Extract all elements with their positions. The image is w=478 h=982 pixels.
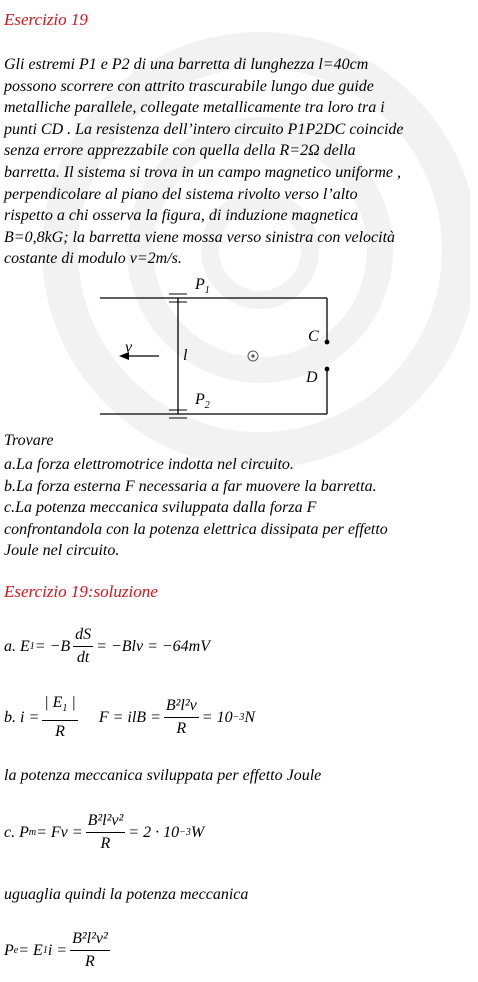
text-line: b.La forza esterna F necessaria a far muovere la barretta. (4, 477, 377, 495)
text-line: c.La potenza meccanica sviluppata dalla forza F (4, 499, 317, 517)
formula-pe: P e = E 1 i = $\frac{\text{B²l²v²}}{R}$ (4, 930, 108, 970)
label-d: D (306, 369, 318, 386)
label-p2: $P_2$ (195, 391, 210, 411)
field-dot (251, 354, 254, 357)
text-line: a.La forza elettromotrice indotta nel circuito. (4, 456, 294, 473)
text-line: metalliche parallele, collegate metallicamente tra loro tra i (4, 99, 385, 117)
exercise-title: Esercizio 19 (4, 10, 88, 29)
fraction-force: $\frac{\text{B²l²v}}{R}$ (165, 697, 197, 738)
text-line: Joule nel circuito. (4, 542, 120, 560)
label-c: C (308, 328, 319, 345)
terminal-d (325, 367, 330, 372)
formula-b: b. i = $\frac{| E_1 |}{R}$ F = ilB = $\frac{\text{B²l²v}}{R}$ = 10 −3 N (4, 694, 255, 741)
fraction-mechanical-power: $\frac{\text{B²l²v²}}{R}$ (87, 812, 124, 852)
text-line: senza errore apprezzabile con quella della R=2Ω della (4, 142, 356, 160)
text-line: perpendicolare al piano del sistema rivolto verso l’alto (4, 185, 358, 203)
text-line: punti CD . La resistenza dell’intero circuito P1P2DC coincide (4, 120, 404, 138)
fraction-current: $\frac{| E_1 |}{R}$ (44, 694, 76, 741)
label-p1: $P_1$ (195, 276, 210, 296)
text-line: costante di modulo v=2m/s. (4, 250, 182, 268)
text-line: barretta. Il sistema si trova in un campo magnetico uniforme , (4, 163, 401, 181)
fraction-ds-dt: $\frac{dS}{dt}$ (75, 626, 92, 666)
solution-text-1: la potenza meccanica sviluppata per effetto Joule (4, 767, 322, 784)
text-line: B=0,8kG; la barretta viene mossa verso sinistra con velocità (4, 228, 396, 246)
text-line: rispetto a chi osserva la figura, di induzione magnetica (4, 207, 359, 225)
label-v: v (125, 339, 133, 356)
text-line: confrontandola con la potenza elettrica dissipata per effetto (4, 520, 388, 538)
solution-title: Esercizio 19:soluzione (4, 582, 158, 601)
solution-text-2: uguaglia quindi la potenza meccanica (4, 886, 249, 903)
formula-a: a. E 1 = −B $\frac{dS}{dt}$ = −Blv = −64mV (4, 626, 210, 666)
questions-list (4, 454, 474, 562)
formula-c: c. P m = Fv = $\frac{\text{B²l²v²}}{R}$ = 2 · 10 −3 W (4, 812, 205, 852)
fraction-electric-power: $\frac{\text{B²l²v²}}{R}$ (72, 930, 108, 970)
text-line: possono scorrere con attrito trascurabile lungo due guide (4, 77, 374, 95)
terminal-c (325, 340, 330, 345)
questions-heading: Trovare (4, 432, 54, 449)
circuit-diagram (95, 272, 340, 424)
text-line: Gli estremi P1 e P2 di una barretta di lunghezza l=40cm (4, 56, 369, 73)
label-l: l (183, 347, 188, 364)
exercise-text (4, 54, 474, 270)
